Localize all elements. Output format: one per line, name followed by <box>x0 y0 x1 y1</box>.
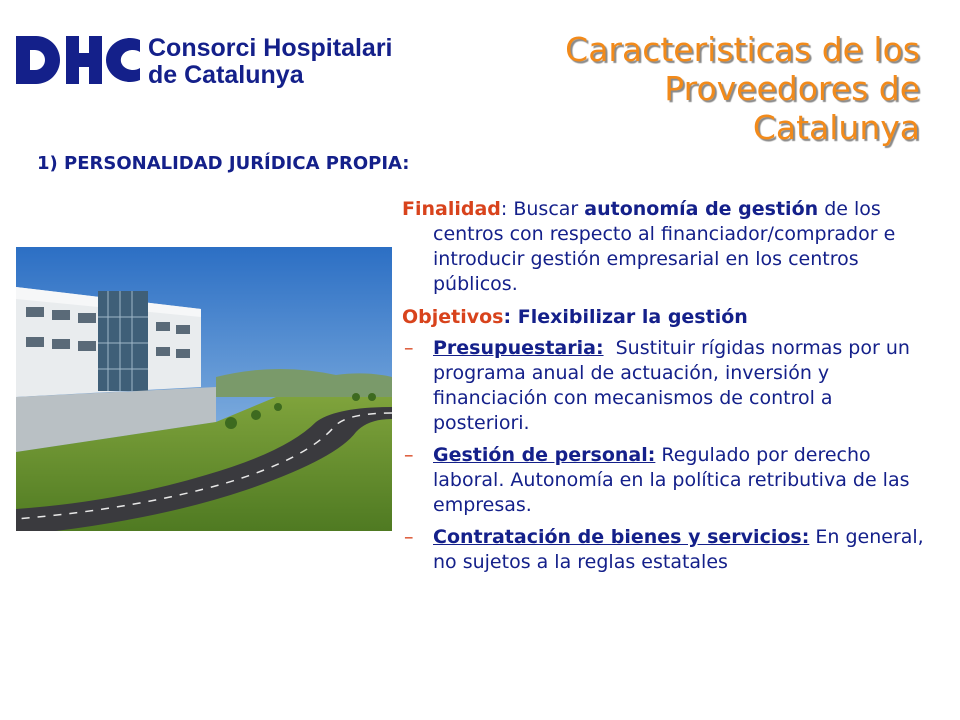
item-term: Presupuestaria: <box>433 337 604 359</box>
slide-title <box>480 30 920 147</box>
item-term: Gestión de personal: <box>433 444 656 466</box>
dash-bullet: – <box>404 337 414 359</box>
objetivos-heading <box>402 305 930 330</box>
finalidad-text-2: de los centros con respecto al financiador/comprador e introducir gestión empresarial en los centros públicos. <box>433 198 896 295</box>
finalidad-text-1: Buscar <box>513 198 585 220</box>
section-heading: 1) PERSONALIDAD JURÍDICA PROPIA: <box>37 153 410 174</box>
list-item-contratacion <box>402 525 936 575</box>
chc-logo-mark <box>16 34 140 86</box>
hospital-building-photo <box>16 247 392 531</box>
title-line-2: Proveedores de <box>664 69 920 108</box>
item-term: Contratación de bienes y servicios: <box>433 526 810 548</box>
finalidad-label: Finalidad <box>402 198 501 220</box>
item-text: Sustituir rígidas normas por un programa anual de actuación, inversión y financiación con mecanismos de control a posteriori. <box>433 337 916 434</box>
finalidad-paragraph <box>402 197 930 297</box>
content-body <box>402 197 936 582</box>
objetivos-label: Objetivos <box>402 306 504 328</box>
item-text: Regulado por derecho laboral. Autonomía en la política retributiva de las empresas. <box>433 444 910 516</box>
title-line-1: Caracteristicas de los <box>565 30 920 69</box>
title-line-3: Catalunya <box>752 108 920 147</box>
dash-bullet: – <box>404 526 414 548</box>
list-item-presupuestaria <box>402 336 930 436</box>
dash-bullet: – <box>404 444 414 466</box>
finalidad-strong: autonomía de gestión <box>584 198 819 220</box>
item-text: En general, no sujetos a la reglas estatales <box>433 526 936 573</box>
finalidad-sep: : <box>500 198 514 220</box>
objetivos-text: Flexibilizar la gestión <box>517 306 748 328</box>
objetivos-sep: : <box>503 306 518 328</box>
logo-text <box>148 35 393 89</box>
logo-line-1: Consorci Hospitalari <box>148 34 393 62</box>
logo-line-2: de Catalunya <box>148 61 304 89</box>
list-item-gestion-personal <box>402 443 930 518</box>
chc-logo <box>16 34 406 94</box>
